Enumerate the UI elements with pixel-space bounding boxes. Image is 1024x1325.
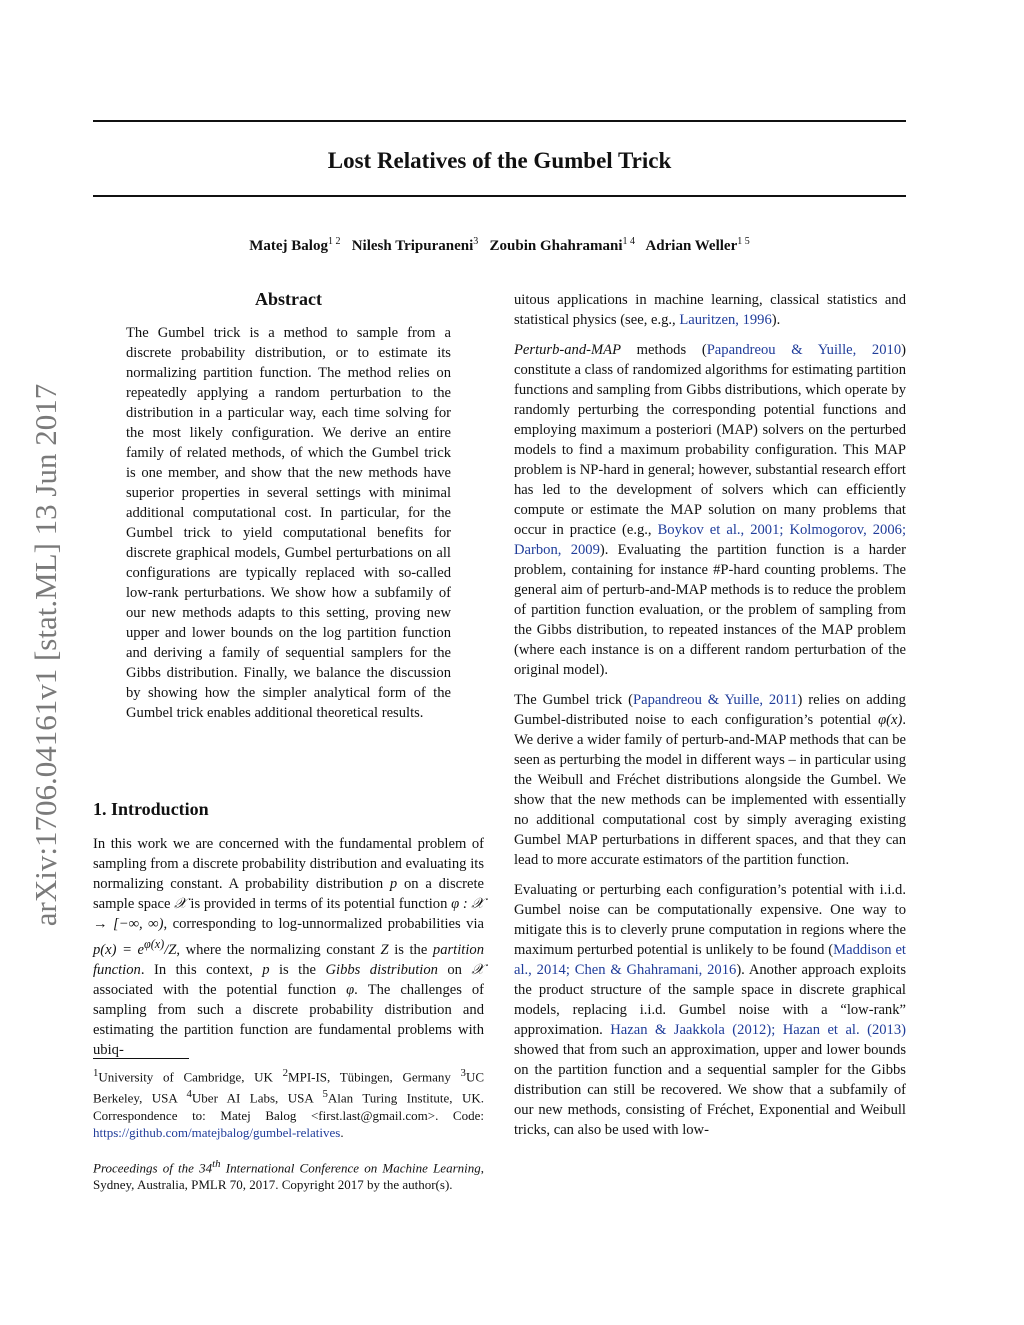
author-affil: 1 4 — [622, 236, 635, 247]
title-bottom-rule — [93, 195, 906, 197]
footnotes — [93, 1058, 484, 1208]
body-paragraph: uitous applications in machine learning, classical statistics and statistical physics (see, e.g., Lauritzen, 1996). — [514, 292, 906, 328]
citation-link[interactable]: Boykov et al., 2001; Kolmogorov, 2006; Darbon, 2009 — [514, 522, 907, 558]
top-rule — [93, 120, 906, 122]
author-affil: 3 — [473, 236, 479, 247]
author-affil: 1 2 — [327, 236, 341, 247]
body-paragraph: The Gumbel trick (Papandreou & Yuille, 2011) relies on adding Gumbel-distributed noise to each configuration’s potential φ(x). We derive a wider family of perturb-and-MAP methods that can be seen as perturbing the model in different ways – in particular using the Weibull and Fréchet distributions alongside the Gumbel. We show that the new methods can be implemented with essentially no additional computational cost by simply averaging existing Gumbel MAP perturbations in different spaces, and that they can lead to more accurate estimators of the partition function. — [514, 692, 906, 868]
citation-link[interactable]: Papandreou & Yuille, 2011 — [632, 692, 798, 708]
code-link[interactable]: https://github.com/matejbalog/gumbel-relatives — [93, 1125, 341, 1141]
author-list — [93, 230, 906, 258]
body-paragraph: Perturb-and-MAP methods (Papandreou & Yuille, 2010) constitute a class of randomized algorithms for estimating partition functions and sampling from Gibbs distributions, which operate by randomly perturbing the corresponding potential functions and employing maximum a posteriori (MAP) solvers on the perturbed models to find a maximum probability configuration. This MAP problem is NP-hard in general; however, substantial research effort has led to the development of solvers which can efficiently compute or estimate the MAP solution on many problems that occur in practice (e.g., Boykov et al., 2001; Kolmogorov, 2006; Darbon, 2009). Evaluating the partition function is a harder problem, containing for instance #P-hard counting problems. The general aim of perturb-and-MAP methods is to reduce the problem of partition function evaluation, or the problem of sampling from the Gibbs distribution, to repeated instances of the MAP problem (where each instance is on a different random perturbation of the original model). — [514, 342, 907, 678]
intro-paragraph: In this work we are concerned with the fundamental problem of sampling from a discrete probability distribution and evaluating its normalizing constant. A probability distribution p on a discrete sample space 𝒳 is provided in terms of its potential function φ : 𝒳 → [−∞, ∞), corresponding to log-unnormalized probabilities via $p(x) = e^{\varphi(x)}/Z$, where the normalizing constant Z is the partition function. In this context, p is the Gibbs distribution on 𝒳 associated with the potential function φ. The challenges of sampling from such a discrete probability distribution and estimating the partition function are fundamental problems with ubiq- — [93, 836, 485, 1058]
footnote-rule — [93, 1058, 189, 1059]
abstract-heading: Abstract — [255, 289, 322, 309]
body-paragraph: Evaluating or perturbing each configuration’s potential with i.i.d. Gumbel noise can be computationally expensive. One way to mitigate this is to cleverly prune computation in regions where the maximum perturbed potential is unlikely to be found (Maddison et al., 2014; Chen & Ghahramani, 2016). Another approach exploits the product structure of the sample space in discrete graphical models, replacing i.i.d. Gumbel noise with a “low-rank” approximation. Hazan & Jaakkola (2012); Hazan et al. (2013) showed that from such an approximation, upper and lower bounds on the partition function and a sequential sampler for the Gibbs distribution can still be recovered. We show that a subfamily of our new methods, consisting of Fréchet, Exponential and Weibull tricks, can also be used with low- — [514, 882, 906, 1138]
proceedings-note: Proceedings of the 34th International Conference on Machine Learning, Sydney, Australia, PMLR 70, 2017. Copyright 2017 by the author(s). — [93, 1157, 484, 1193]
citation-link[interactable]: Lauritzen, 1996 — [679, 312, 772, 328]
abstract-section — [126, 286, 451, 733]
section-heading: 1. Introduction — [93, 799, 209, 819]
right-column — [514, 290, 906, 1150]
author-name: Matej Balog — [249, 238, 328, 254]
arxiv-watermark: arXiv:1706.04161v1 [stat.ML] 13 Jun 2017 — [28, 383, 63, 927]
affiliation-footnote: $^1$University of Cambridge, UK $^2$MPI-IS, Tübingen, Germany $^3$UC Berkeley, USA $^4$Uber AI Labs, USA $^5$Alan Turing Institute, UK. Correspondence to: Matej Balog <first.last@gmail.com>. Code: https://github.com/matejbalog/gumbel-relatives. — [93, 1067, 484, 1141]
citation-link[interactable]: Maddison et al., 2014; Chen & Ghahramani, 2016 — [514, 942, 906, 978]
citation-link[interactable]: Papandreou & Yuille, 2010 — [706, 342, 902, 358]
citation-link[interactable]: Hazan & Jaakkola (2012); Hazan et al. (2013) — [610, 1022, 906, 1038]
abstract-text: The Gumbel trick is a method to sample from a discrete probability distribution, or to estimate its normalizing partition function. The method relies on repeatedly applying a random perturbation to the distribution in a particular way, each time solving for the most likely configuration. We derive an entire family of related methods, of which the Gumbel trick is one member, and show that the new methods have superior properties in several settings with minimal additional computational cost. In particular, for the Gumbel trick to yield computational benefits for discrete graphical models, Gumbel perturbations on all configurations are typically replaced with so-called low-rank perturbations. We show how a subfamily of our new methods adapts to this setting, proving new upper and lower bounds on the log partition function and deriving a family of sequential samplers for the Gibbs distribution. Finally, we balance the discussion by showing how the simpler analytical form of the Gumbel trick enables additional theoretical results. — [126, 325, 451, 721]
paper-title: Lost Relatives of the Gumbel Trick — [327, 148, 672, 173]
author-name: Zoubin Ghahramani — [489, 238, 623, 254]
author-name: Nilesh Tripuraneni — [351, 238, 474, 254]
author-affil: 1 5 — [737, 236, 750, 247]
author-name: Adrian Weller — [645, 238, 738, 254]
introduction-section — [93, 796, 484, 1070]
